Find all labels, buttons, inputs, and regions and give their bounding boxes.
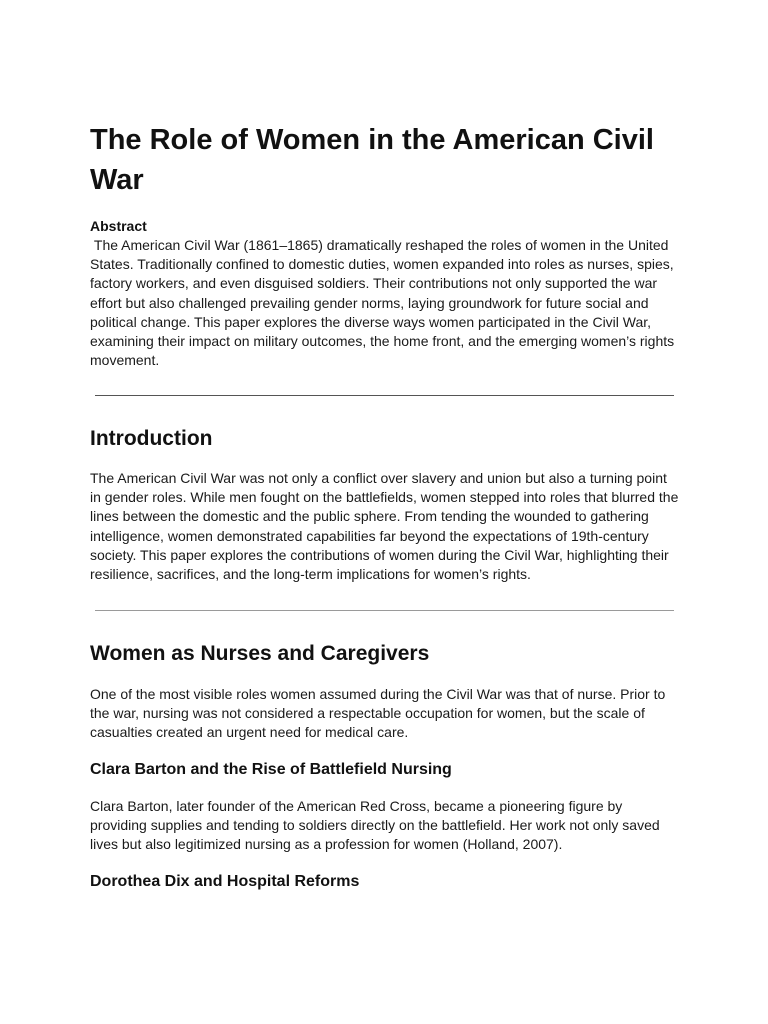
- dix-heading: Dorothea Dix and Hospital Reforms: [90, 873, 360, 890]
- abstract-label: Abstract: [90, 218, 147, 234]
- nurses-heading: Women as Nurses and Caregivers: [90, 642, 430, 665]
- section-divider: [95, 610, 674, 611]
- nurses-text: One of the most visible roles women assumed during the Civil War was that of nurse. Prior to the war, nursing was not considered a respectable occupation for women, but the scale of casualties created an urgent need for medical care.: [90, 686, 666, 741]
- introduction-text: The American Civil War was not only a conflict over slavery and union but also a turning point in gender roles. While men fought on the battlefields, women stepped into roles that blurred the lines between the domestic and the public sphere. From tending the wounded to gathering intelligence, women demonstrated capabilities far beyond the expectations of 19th-century society. This paper explores the contributions of women during the Civil War, highlighting their resilience, sacrifices, and the long-term implications for women’s rights.: [90, 470, 679, 583]
- barton-heading: Clara Barton and the Rise of Battlefield Nursing: [90, 761, 452, 778]
- barton-text: Clara Barton, later founder of the American Red Cross, became a pioneering figure by providing supplies and tending to soldiers directly on the battlefield. Her work not only saved lives but also legitimized nursing as a profession for women (Holland, 2007).: [90, 798, 660, 853]
- introduction-heading: Introduction: [90, 427, 213, 450]
- document-title: The Role of Women in the American Civil War: [90, 124, 654, 196]
- abstract-text: The American Civil War (1861–1865) dramatically reshaped the roles of women in the United States. Traditionally confined to domestic duties, women expanded into roles as nurses, spies, factory workers, and even disguised soldiers. Their contributions not only supported the war effort but also challenged prevailing gender norms, laying groundwork for future social and political change. This paper explores the diverse ways women participated in the Civil War, examining their impact on military outcomes, the home front, and the emerging women’s rights movement.: [90, 237, 679, 369]
- section-divider: [95, 395, 674, 396]
